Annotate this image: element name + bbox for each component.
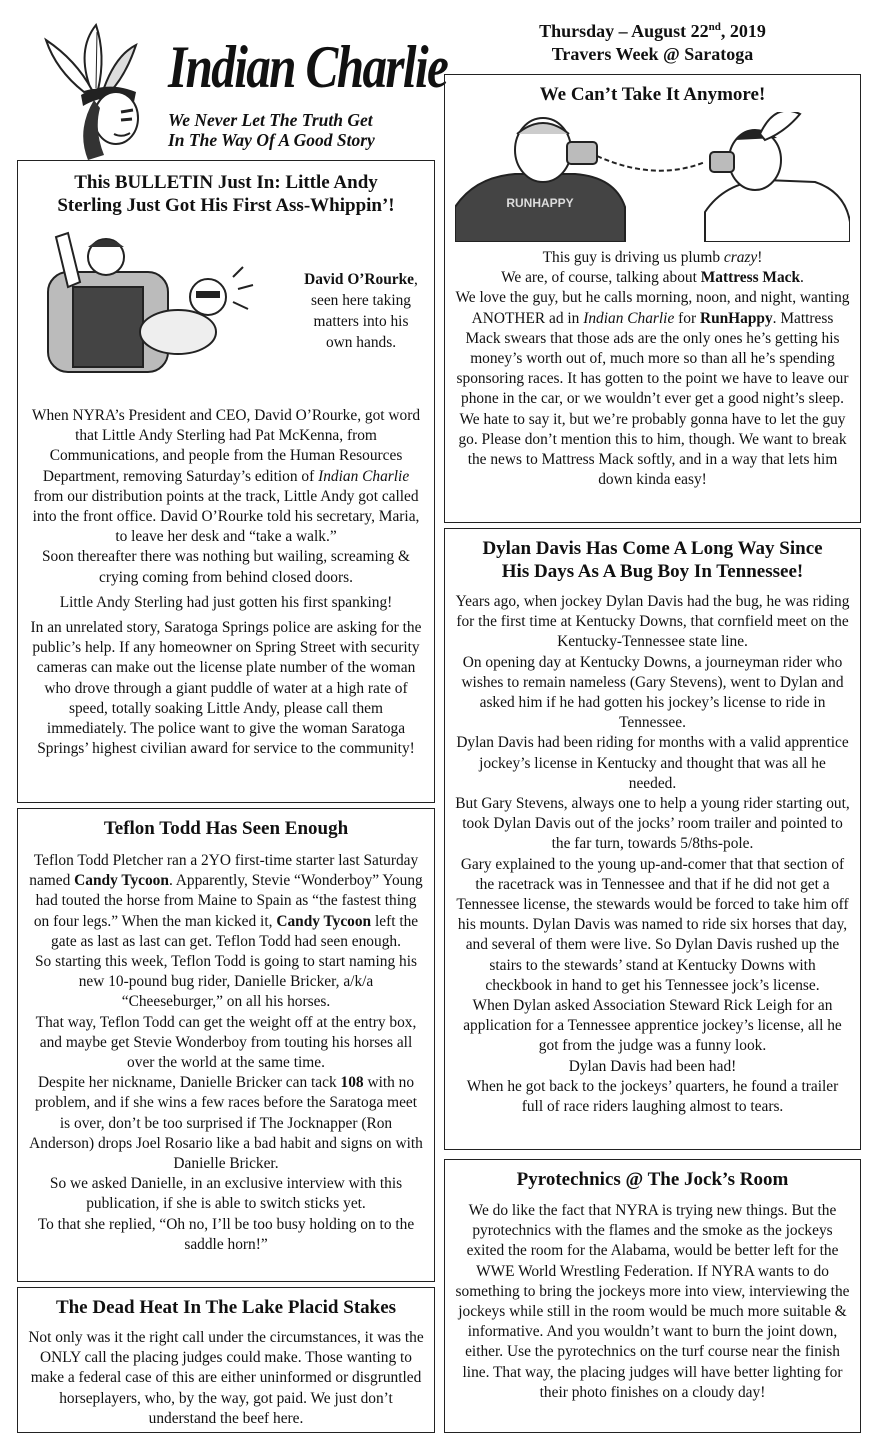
masthead-tagline-2: In The Way Of A Good Story: [168, 130, 375, 150]
teflon-paragraph-5: So we asked Danielle, in an exclusive interview with this publication, if she is able to switch sticks yet.: [49, 1175, 403, 1213]
dylan-paragraph-5: Gary explained to the young up-and-comer that that section of the racetrack was in Tennessee and that if he did not get a Tennessee license, the stewards would be forced to take him off his mounts. Dylan Davis was named to ride six horses that day, and several of them were live. So Dylan Davis rushed up the stairs to the stewards’ stand at Kentucky Downs with checkbook in hand to get his Tennessee jock’s license.: [456, 855, 849, 994]
caption-line-3: matters into his: [313, 313, 409, 330]
bulletin-headline: [28, 171, 424, 217]
dateline: [445, 16, 860, 66]
bulletin-p1-text: When NYRA’s President and CEO, David O’Rourke, got word that Little Andy Sterling had Pat McKenna, from Communications, and people from the Human Resources Department, removing Saturday’s edition of: [31, 407, 421, 485]
mattress-l2a: We are, of course, talking about: [501, 269, 697, 287]
dylan-davis-story: [444, 528, 861, 1150]
teflon-p1b: . Apparently, Stevie “Wonderboy” Young had touted the horse from Maine to Spain as “the fastest thing on four legs.” When the man kicked it,: [33, 872, 423, 930]
teflon-p1a: Teflon Todd Pletcher ran a 2YO first-time starter last Saturday named: [29, 852, 419, 890]
dead-heat-body: Not only was it the right call under the circumstances, it was the ONLY call the placing judges could make. Those wanting to make a federal case of this are either uninformed or disgruntled horseplayers, who, by the way, got paid. We just don’t understand the beef here.: [28, 1329, 424, 1427]
mattress-l1b: !: [757, 249, 763, 266]
mattress-brand: RunHappy: [699, 309, 773, 327]
mattress-headline: We Can’t Take It Anymore!: [539, 84, 766, 105]
teflon-p4a: Despite her nickname, Danielle Bricker can tack: [37, 1074, 337, 1092]
dateline-event: Travers Week @ Saratoga: [551, 44, 754, 64]
dateline-year: , 2019: [720, 21, 766, 41]
bulletin-paragraph-1: [28, 406, 424, 547]
caption-line-4: own hands.: [325, 334, 397, 351]
bulletin-body: [28, 406, 424, 759]
dead-heat-story: [17, 1287, 435, 1433]
teflon-body: [28, 851, 424, 1255]
dylan-paragraph-1: Years ago, when jockey Dylan Davis had the bug, he was riding for the first time at Kentucky Downs, that cornfield meet on the Kentucky-Tennessee state line.: [455, 593, 850, 651]
dylan-paragraph-8: When he got back to the jockeys’ quarters, he found a trailer full of race riders laughing almost to tears.: [466, 1077, 839, 1116]
bulletin-p1-end: from our distribution points at the track, Little Andy got called into the front office. David O’Rourke told his secretary, Maria, to leave her desk and “take a walk.”: [32, 487, 420, 546]
teflon-paragraph-6: To that she replied, “Oh no, I’ll be too busy holding on to the saddle horn!”: [37, 1215, 415, 1253]
bulletin-paragraph-3: Little Andy Sterling had just gotten his first spanking!: [59, 593, 393, 611]
bulletin-story: [17, 160, 435, 803]
mattress-mack-cartoon-illustration: [455, 112, 850, 242]
teflon-p4b: with no problem, and if she wins a few races before the Saratoga meet is over, don’t be too surprised if The Jocknapper (Ron Anderson) drops Joel Rosario like a bad habit and signs on with Danielle Bricker.: [29, 1074, 423, 1173]
masthead-title: Indian Charlie: [168, 34, 448, 100]
mattress-mack-story: [444, 74, 861, 523]
dateline-day: Thursday – August 22: [539, 21, 709, 41]
dead-heat-headline: The Dead Heat In The Lake Placid Stakes: [55, 1297, 397, 1318]
dateline-ordinal: nd: [708, 21, 721, 33]
indian-charlie-logo-illustration: [36, 20, 166, 160]
mattress-pa: We love the guy, but he calls morning, noon, and night, wanting ANOTHER ad in: [455, 289, 850, 327]
dylan-paragraph-3: Dylan Davis had been riding for months with a valid apprentice jockey’s license in Kentucky and thought that was all he needed.: [456, 734, 849, 792]
dylan-headline-line-2: His Days As A Bug Boy In Tennessee!: [501, 561, 804, 582]
pyrotechnics-story: [444, 1159, 861, 1433]
mattress-paragraph: [455, 288, 850, 490]
mattress-pb: for: [678, 309, 697, 327]
dylan-paragraph-2: On opening day at Kentucky Downs, a journeyman rider who wishes to remain nameless (Gary Stevens), went to Dylan and asked him if he had gotten his jockey’s license to ride in Tennessee.: [461, 653, 844, 732]
cartoon-shirt-text: RUNHAPPY: [506, 196, 574, 210]
teflon-todd-story: [17, 808, 435, 1282]
teflon-paragraph-3: That way, Teflon Todd can get the weight off at the entry box, and maybe get Stevie Wonderboy from touting his horses all over the world at the same time.: [35, 1013, 417, 1072]
bulletin-paragraph-2: Soon thereafter there was nothing but wailing, screaming & crying coming from behind closed doors.: [42, 548, 410, 586]
mattress-line-2: [455, 268, 850, 288]
bulletin-paragraph-4: In an unrelated story, Saratoga Springs police are asking for the public’s help. If any homeowner on Spring Street with security cameras can make out the license plate number of the woman who drove through a giant puddle of water at a high rate of speed, totally soaking Little Andy, please call them immediately. The police want to give the woman Saratoga Springs’ highest civilian award for service to the community!: [30, 619, 422, 758]
teflon-p1c: left the gate as last as last can get. Teflon Todd had seen enough.: [51, 912, 419, 950]
mattress-publication: Indian Charlie: [583, 309, 675, 327]
pyro-body: We do like the fact that NYRA is trying new things. But the pyrotechnics with the flames and the smoke as the jockeys exited the room for the Alabama, would be better left for the WWE World Wrestling Federation. If NYRA wants to do something to bring the jockeys more into view, interviewing the jockeys while still in the room would be much more suitable & informative. And you wouldn’t want to burn the joint down, either. Use the pyrotechnics on the turf course near the finish line. That way, the placing judges will have better lighting for their photo finishes on a cloudy day!: [455, 1202, 850, 1401]
mattress-line-1: [455, 248, 850, 268]
mattress-l1a: This guy is driving us plumb: [542, 249, 721, 266]
mattress-body: [455, 248, 850, 490]
bulletin-p1-publication: Indian Charlie: [318, 467, 410, 485]
teflon-paragraph-4: [28, 1073, 424, 1174]
teflon-paragraph-2: So starting this week, Teflon Todd is going to start naming his new 10-pound bug rider, Danielle Bricker, a/k/a “Cheeseburger,” on all his horses.: [34, 953, 418, 1011]
dylan-headline: [455, 537, 850, 583]
pyro-headline: Pyrotechnics @ The Jock’s Room: [516, 1169, 789, 1190]
dylan-paragraph-6: When Dylan asked Association Steward Rick Leigh for an application for a Tennessee apprentice jockey’s license, all he got from the judge was a funny look.: [463, 997, 842, 1055]
dylan-paragraph-7: Dylan Davis had been had!: [568, 1057, 737, 1075]
masthead-tagline-1: We Never Let The Truth Get: [168, 110, 373, 130]
bulletin-caption: [286, 269, 436, 353]
teflon-headline: Teflon Todd Has Seen Enough: [103, 818, 349, 839]
bulletin-cartoon-illustration: [28, 227, 263, 387]
bulletin-headline-line-2: Sterling Just Got His First Ass-Whippin’!: [57, 195, 395, 216]
dylan-paragraph-4: But Gary Stevens, always one to help a young rider starting out, took Dylan Davis out of the jocks’ room trailer and pointed to the far turn, towards 5/8ths-pole.: [455, 795, 850, 853]
bulletin-headline-line-1: This BULLETIN Just In: Little Andy: [74, 172, 378, 193]
mattress-name: Mattress Mack: [700, 269, 801, 287]
mattress-pc: . Mattress Mack swears that those ads are the only ones he’s getting his money’s worth out of, much more so than all he’s spending sponsoring races. It has gotten to the point we have to leave our phone in the car, or we wouldn’t ever get a good night’s sleep. We hate to say it, but we’re probably gonna have to let the guy go. Please don’t mention this to him, though. We want to break the news to Mattress Mack softly, and in a way that lets him down kinda easy!: [456, 309, 849, 489]
dylan-headline-line-1: Dylan Davis Has Come A Long Way Since: [482, 538, 823, 559]
mattress-l1-italic: crazy: [723, 249, 758, 266]
mattress-l2c: .: [800, 269, 804, 287]
caption-line-2: seen here taking: [311, 292, 411, 309]
teflon-horse-name: Candy Tycoon: [74, 872, 169, 890]
caption-name: David O’Rourke: [304, 271, 415, 288]
caption-comma: ,: [414, 271, 418, 288]
teflon-horse-name-2: Candy Tycoon: [276, 912, 372, 930]
teflon-weight: 108: [340, 1074, 364, 1092]
dylan-body: [455, 592, 850, 1117]
teflon-paragraph-1: [28, 851, 424, 952]
